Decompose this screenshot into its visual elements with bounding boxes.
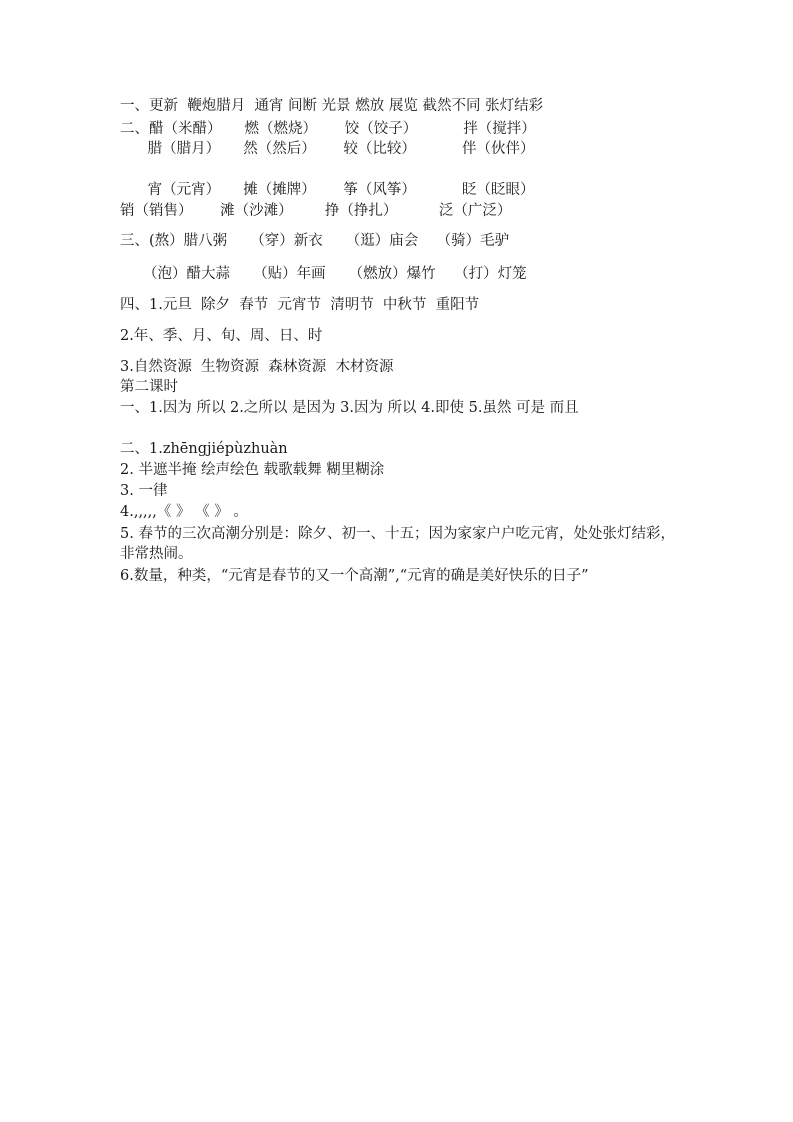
- answer-line-2: 二、醋（米醋） 燃（燃烧） 饺（饺子） 拌（搅拌）: [120, 121, 536, 137]
- answer-line-5: 销（销售） 滩（沙滩） 挣（挣扎） 泛（广泛）: [120, 203, 512, 219]
- answer-line-16: 4.,,,,,《 》 《 》 。: [120, 504, 248, 520]
- answer-line-6: 三、(熬）腊八粥 （穿）新衣 （逛）庙会 （骑）毛驴: [120, 233, 510, 249]
- answer-line-14: 2. 半遮半掩 绘声绘色 载歌载舞 糊里糊涂: [120, 462, 385, 478]
- answer-line-17: 5. 春节的三次高潮分别是：除夕、初一、十五；因为家家户户吃元宵，处处张灯结彩，非常热闹。: [120, 526, 675, 562]
- section-heading-lesson-2: 第二课时: [120, 379, 178, 395]
- answer-line-13: 二、1.zhēngjiépùzhuàn: [120, 441, 288, 457]
- answer-line-7: （泡）醋大蒜 （贴）年画 （燃放）爆竹 （打）灯笼: [120, 266, 527, 282]
- answer-line-12: 一、1.因为 所以 2.之所以 是因为 3.因为 所以 4.即使 5.虽然 可是 而且: [120, 400, 579, 416]
- answer-line-10: 3.自然资源 生物资源 森林资源 木材资源: [120, 359, 394, 375]
- answer-line-4: 宵（元宵） 摊（摊牌） 筝（风筝） 眨（眨眼）: [120, 182, 535, 198]
- answer-line-15: 3. 一律: [120, 483, 168, 499]
- answer-line-18: 6.数量，种类，“元宵是春节的又一个高潮”,“元宵的确是美好快乐的日子”: [120, 568, 589, 584]
- answer-line-1: 一、更新 鞭炮腊月 通宵 间断 光景 燃放 展览 截然不同 张灯结彩: [120, 98, 544, 114]
- answer-line-3: 腊（腊月） 然（然后） 较（比较） 伴（伙伴）: [120, 141, 535, 157]
- answer-line-9: 2.年、季、月、旬、周、日、时: [120, 328, 323, 344]
- answer-line-8: 四、1.元旦 除夕 春节 元宵节 清明节 中秋节 重阳节: [120, 297, 480, 313]
